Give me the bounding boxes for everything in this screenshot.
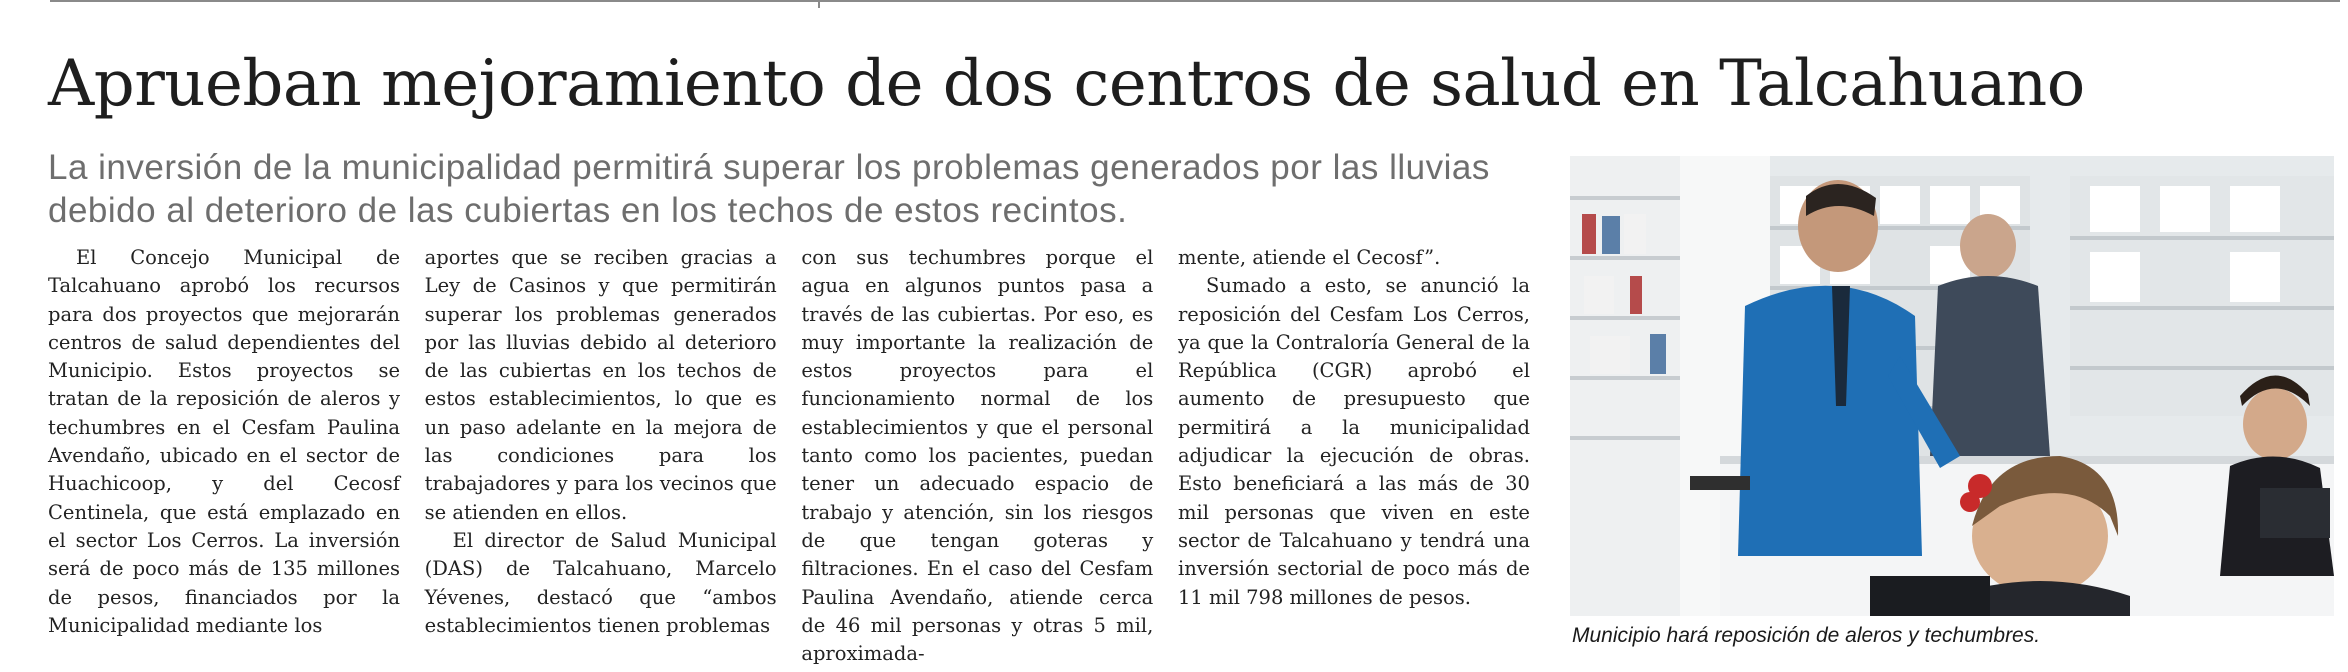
top-rule (50, 0, 2340, 2)
paragraph: con sus techumbres porque el agua en algunos puntos pasa a través de las cubiertas. Por eso, es muy importante la realización de estos proyectos para el funcionamiento normal de los establecimientos y que el personal tanto como los pacientes, puedan tener un adecuado espacio de trabajo y atención, sin los riesgos de que tengan goteras y filtraciones. En el caso del Cesfam Paulina Avendaño, atiende cerca de 46 mil personas y otras 5 mil, aproximada- (801, 246, 1154, 666)
paragraph: Sumado a esto, se anunció la reposición del Cesfam Los Cerros, ya que la Contraloría General de la República (CGR) aprobó el aumento de presupuesto que permitirá a la municipalidad adjudicar la ejecución de obras. Esto beneficiará a las más de 30 mil personas que viven en este sector de Talcahuano y tendrá una inversión sectorial de poco más de 11 mil 798 millones de pesos. (1177, 274, 1530, 609)
paragraph: El Concejo Municipal de Talcahuano aprobó los recursos para dos proyectos que mejorarán centros de salud dependientes del Municipio. Estos proyectos se tratan de la reposición de aleros y techumbres en el Cesfam Paulina Avendaño, ubicado en el sector de Huachicoop, y del Cecosf Centinela, que está emplazado en el sector Los Cerros. La inversión será de poco más de 135 millones de pesos, financiados por la Municipalidad mediante los (48, 246, 400, 637)
paragraph: mente, atiende el Cecosf”. (1177, 246, 1441, 269)
body-column-3 (801, 244, 1154, 666)
article-photo (1570, 156, 2334, 616)
body-column-4 (1178, 244, 1530, 654)
top-rule-tick (818, 0, 820, 8)
photo-caption: Municipio hará reposición de aleros y techumbres. (1572, 624, 2041, 647)
paragraph: aportes que se reciben gracias a Ley de Casinos y que permitirán superar los problemas generados por las lluvias debido al deterioro de las cubiertas en los techos de estos establecimientos, lo que es un paso adelante en la mejora de las condiciones para los trabajadores y para los vecinos que se atienden en ellos. (424, 246, 777, 524)
deck-line-2: debido al deterioro de las cubiertas en los techos de estos recintos. (48, 191, 1128, 230)
body-column-1 (48, 244, 400, 654)
deck-line-1: La inversión de la municipalidad permitirá superar los problemas generados por las lluvias (48, 148, 1490, 187)
body-column-2 (425, 244, 777, 654)
deck (48, 146, 1548, 232)
article-body (48, 244, 1530, 666)
pharmacy-scene-illustration (1570, 156, 2334, 616)
paragraph: El director de Salud Municipal (DAS) de Talcahuano, Marcelo Yévenes, destacó que “ambos establecimientos tienen problemas (424, 528, 777, 637)
headline: Aprueban mejoramiento de dos centros de salud en Talcahuano (48, 47, 2085, 121)
